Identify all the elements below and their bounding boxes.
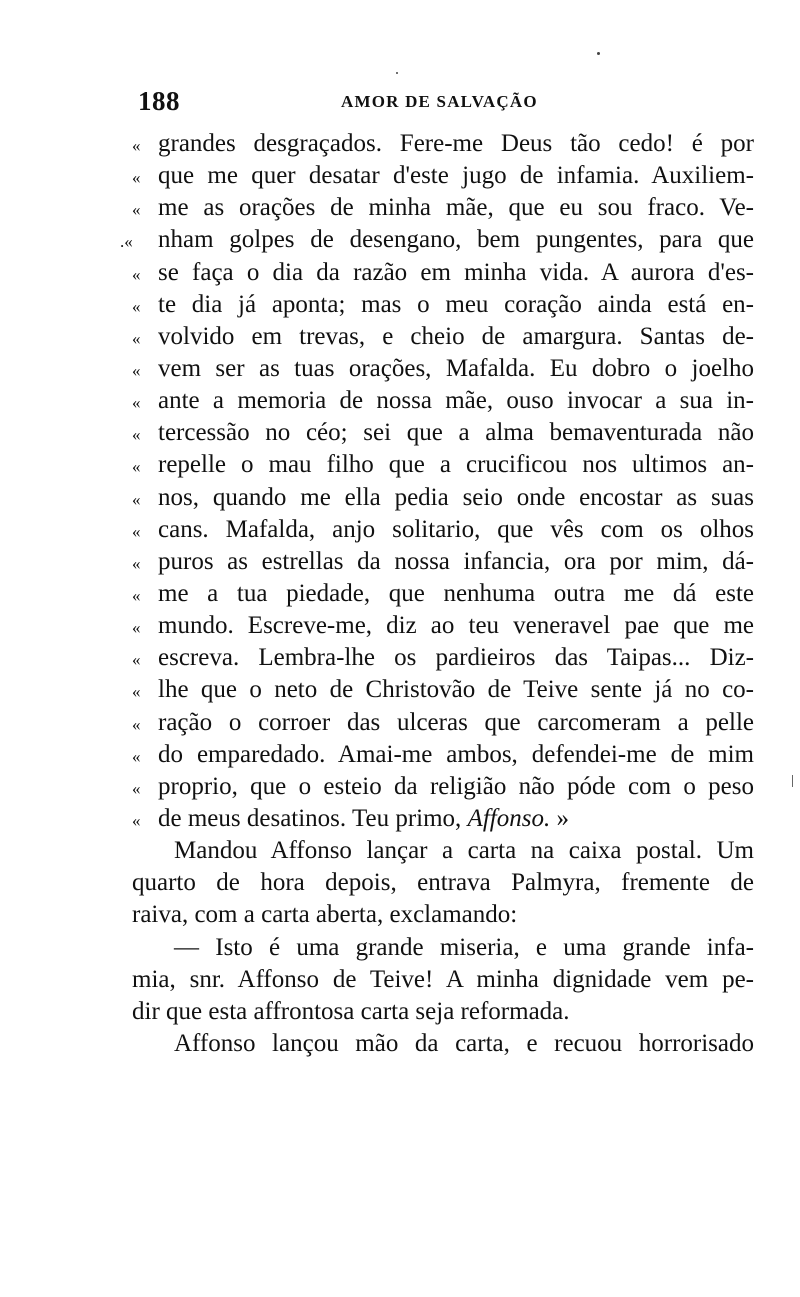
quote-mark: .«: [120, 232, 133, 252]
paragraph-line: [132, 1028, 754, 1060]
paragraph-line-text: mia, snr. Affonso de Teive! A minha dignidade vem pe-: [132, 965, 754, 993]
letter-line: [132, 321, 754, 353]
quote-mark: «: [132, 328, 141, 348]
letter-line-text: nos, quando me ella pedia seio onde encostar as suas: [158, 483, 754, 511]
letter-line: [132, 353, 754, 385]
quote-mark: «: [132, 778, 141, 798]
letter-line-text: se faça o dia da razão em minha vida. A aurora d'es-: [158, 258, 754, 286]
letter-line: [132, 803, 754, 835]
quote-mark: «: [132, 585, 141, 605]
paragraph-line: [132, 932, 754, 964]
quote-mark: «: [132, 553, 141, 573]
quote-mark: «: [132, 264, 141, 284]
paragraph-line-text: dir que esta affrontosa carta seja reformada.: [132, 997, 570, 1025]
paragraph-line-text: raiva, com a carta aberta, exclamando:: [132, 901, 518, 929]
letter-line-text: cans. Mafalda, anjo solitario, que vês com os olhos: [158, 515, 754, 543]
letter-line-text: tercessão no céo; sei que a alma bemaventurada não: [158, 419, 754, 447]
letter-line: [120, 224, 754, 256]
letter-line-text: ante a memoria de nossa mãe, ouso invocar a sua in-: [158, 387, 754, 415]
letter-line: [132, 257, 754, 289]
letter-line-text: mundo. Escreve-me, diz ao teu veneravel pae que me: [158, 612, 754, 640]
paragraph-line-text: quarto de hora depois, entrava Palmyra, fremente de: [132, 869, 754, 897]
quote-mark: «: [132, 521, 141, 541]
running-title: AMOR DE SALVAÇÃO: [341, 92, 538, 111]
letter-line: [132, 160, 754, 192]
letter-line: [132, 449, 754, 481]
quote-mark: «: [132, 296, 141, 316]
letter-line: [132, 546, 754, 578]
letter-line: [132, 289, 754, 321]
paragraph-line-text: — Isto é uma grande miseria, e uma grande infa-: [174, 933, 754, 961]
letter-line-text: do emparedado. Amai-me ambos, defendei-me de mim: [158, 740, 754, 768]
paragraph-line: [132, 996, 754, 1028]
letter-line: [132, 128, 754, 160]
letter-line-text: ração o corroer das ulceras que carcomeram a pelle: [158, 708, 754, 736]
letter-line: [132, 578, 754, 610]
letter-line: [132, 417, 754, 449]
print-speck: [396, 72, 398, 74]
letter-line: [132, 642, 754, 674]
letter-line-text: que me quer desatar d'este jugo de infamia. Auxiliem-: [158, 162, 754, 190]
letter-line-text: me a tua piedade, que nenhuma outra me dá este: [158, 579, 754, 607]
quote-mark: «: [132, 810, 141, 830]
letter-line-text: lhe que o neto de Christovão de Teive sente já no co-: [158, 676, 754, 704]
page-header: [138, 86, 758, 122]
letter-line: [132, 482, 754, 514]
letter-line: [132, 771, 754, 803]
quote-mark: «: [132, 425, 141, 445]
letter-line-text: me as orações de minha mãe, que eu sou fraco. Ve-: [158, 194, 754, 222]
letter-line: [132, 514, 754, 546]
letter-line-text: vem ser as tuas orações, Mafalda. Eu dobro o joelho: [158, 354, 754, 382]
quote-mark: «: [132, 650, 141, 670]
letter-closing-words: de meus desatinos. Teu primo,: [158, 804, 462, 832]
paragraph-line-text: Affonso lançou mão da carta, e recuou horrorisado: [174, 1029, 754, 1057]
closing-quote-mark: »: [550, 804, 569, 832]
paragraph-line-text: Mandou Affonso lançar a carta na caixa postal. Um: [174, 837, 754, 865]
quote-mark: «: [132, 200, 141, 220]
paragraph-line: [132, 867, 754, 899]
letter-line-text: volvido em trevas, e cheio de amargura. Santas de-: [158, 322, 754, 350]
letter-line: [132, 385, 754, 417]
quote-mark: «: [132, 393, 141, 413]
page-number: 188: [138, 86, 180, 116]
letter-line: [132, 739, 754, 771]
quote-mark: «: [132, 457, 141, 477]
paragraph-line: [132, 899, 754, 931]
quote-mark: «: [132, 714, 141, 734]
letter-line: [132, 707, 754, 739]
quote-mark: «: [132, 168, 141, 188]
print-speck: [597, 52, 600, 55]
quote-mark: «: [132, 746, 141, 766]
quote-mark: «: [132, 136, 141, 155]
letter-closing-text: [158, 803, 754, 835]
quote-mark: «: [132, 360, 141, 380]
letter-line: [132, 610, 754, 642]
letter-signature: Affonso.: [467, 804, 551, 832]
letter-line-text: nham golpes de desengano, bem pungentes, para que: [158, 226, 754, 254]
quote-mark: «: [132, 489, 141, 509]
paragraph-line: [132, 835, 754, 867]
letter-line-text: escreva. Lembra-lhe os pardieiros das Taipas... Diz-: [158, 644, 754, 672]
letter-line: [132, 674, 754, 706]
letter-line-text: proprio, que o esteio da religião não póde com o peso: [158, 772, 754, 800]
page-body: [120, 128, 754, 1060]
letter-line-text: te dia já aponta; mas o meu coração ainda está en-: [158, 290, 754, 318]
margin-mark: [792, 775, 793, 787]
quote-mark: «: [132, 682, 141, 702]
paragraph-line: [132, 964, 754, 996]
letter-line-text: puros as estrellas da nossa infancia, ora por mim, dá-: [158, 547, 754, 575]
letter-line: [132, 192, 754, 224]
quote-mark: «: [132, 618, 141, 638]
letter-line-text: repelle o mau filho que a crucificou nos ultimos an-: [158, 451, 754, 479]
letter-line-text: grandes desgraçados. Fere-me Deus tão cedo! é por: [158, 130, 754, 157]
